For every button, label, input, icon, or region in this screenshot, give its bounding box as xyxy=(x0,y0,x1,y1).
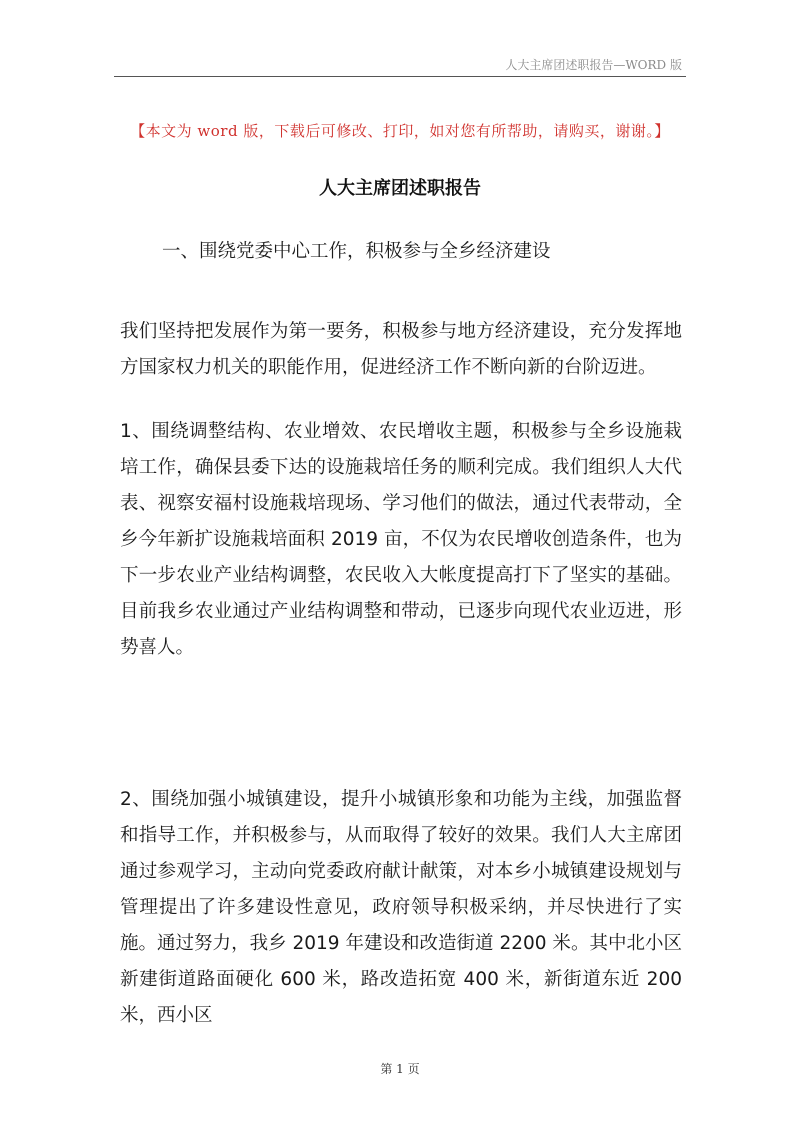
paragraph-intro: 我们坚持把发展作为第一要务，积极参与地方经济建设，充分发挥地方国家权力机关的职能作用，促进经济工作不断向新的台阶迈进。 xyxy=(120,321,682,378)
running-header: 人大主席团述职报告—WORD 版 xyxy=(505,58,682,72)
page-number: 第 1 页 xyxy=(380,1062,420,1076)
header-divider xyxy=(114,76,686,77)
paragraph-item-1: 1、围绕调整结构、农业增效、农民增收主题，积极参与全乡设施栽培工作，确保县委下达的设施栽培任务的顺利完成。我们组织人大代表、视察安福村设施栽培现场、学习他们的做法，通过代表带动，全乡今年新扩设施栽培面积 2019 亩，不仅为农民增收创造条件，也为下一步农业产业结构调整，农民收入大帐度提高打下了坚实的基础。目前我乡农业通过产业结构调整和带动，已逐步向现代农业迈进，形势喜人。 xyxy=(120,421,682,658)
purchase-notice: 【本文为 word 版，下载后可修改、打印，如对您有所帮助，请购买，谢谢。】 xyxy=(130,122,670,140)
document-title: 人大主席团述职报告 xyxy=(319,178,481,199)
paragraph-item-2: 2、围绕加强小城镇建设，提升小城镇形象和功能为主线，加强监督和指导工作，并积极参与，从而取得了较好的效果。我们人大主席团通过参观学习，主动向党委政府献计献策，对本乡小城镇建设规划与管理提出了许多建设性意见，政府领导积极采纳，并尽快进行了实施。通过努力，我乡 2019 年建设和改造街道 2200 米。其中北小区新建街道路面硬化 600 米，路改造拓宽 400 米，新街道东近 200 米，西小区 xyxy=(120,789,682,1026)
section-heading: 一、围绕党委中心工作，积极参与全乡经济建设 xyxy=(162,241,551,262)
